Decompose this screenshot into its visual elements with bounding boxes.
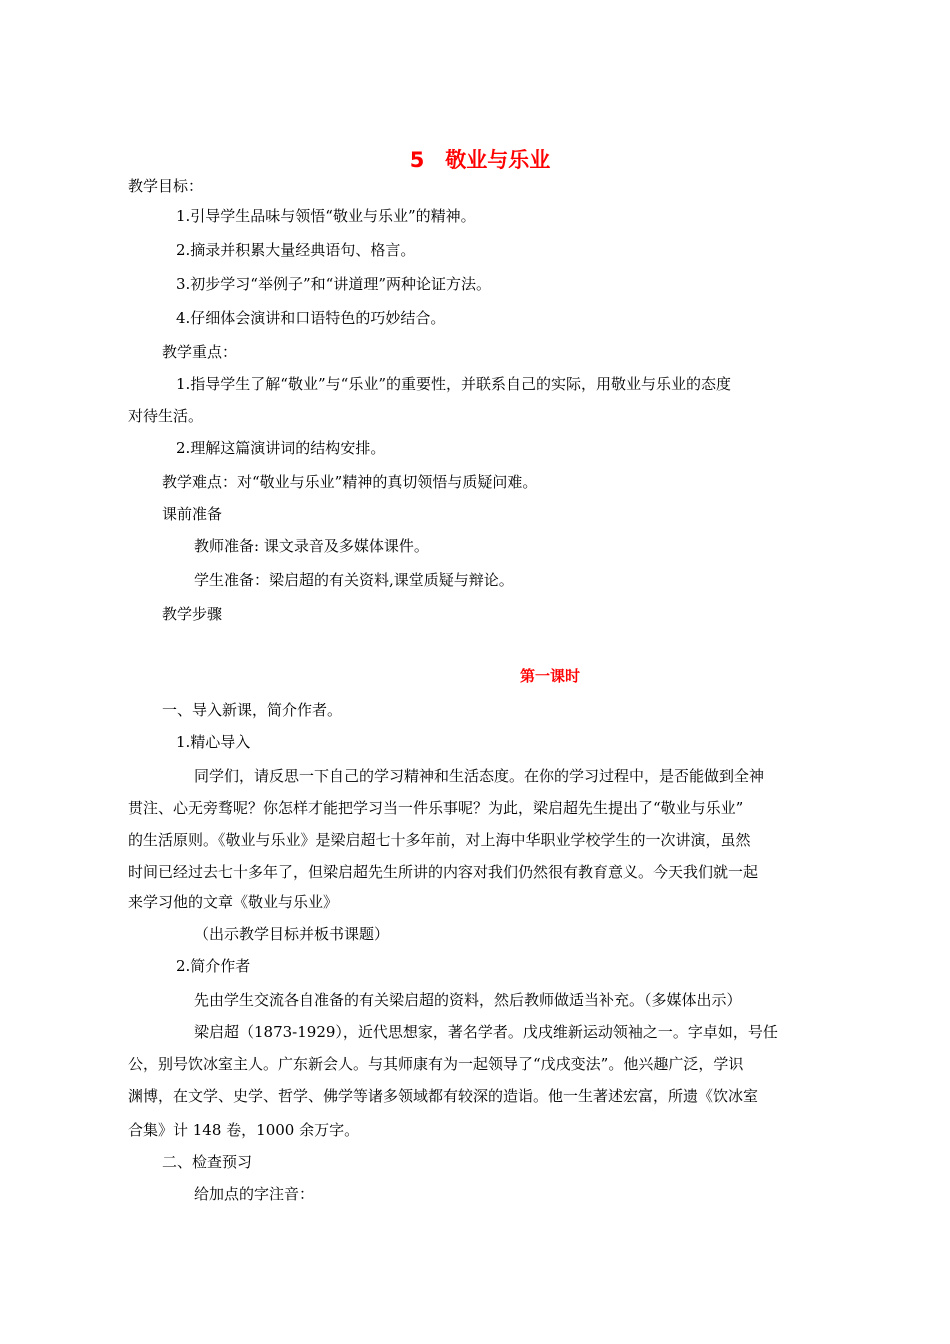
objective-item: 2.摘录并积累大量经典语句、格言。 [176, 241, 416, 259]
preparation-heading: 课前准备 [162, 505, 223, 523]
section-heading: 一、导入新课，简介作者。 [162, 701, 343, 719]
objective-item: 3.初步学习“举例子”和“讲道理”两种论证方法。 [176, 275, 491, 293]
paragraph-line: 时间已经过去七十多年了，但梁启超先生所讲的内容对我们仍然很有教育意义。今天我们就一起 [128, 863, 759, 881]
paragraph-line: 来学习他的文章《敬业与乐业》 [128, 893, 339, 911]
paragraph-line: 的生活原则。《敬业与乐业》是梁启超七十多年前，对上海中华职业学校学生的一次讲演，虽然 [128, 831, 751, 849]
objective-item: 1.引导学生品味与领悟“敬业与乐业”的精神。 [176, 207, 476, 225]
paragraph-line: 合集》计 148 卷，1000 余万字。 [128, 1121, 360, 1139]
key-point-item: 1.指导学生了解“敬业”与“乐业”的重要性，并联系自己的实际，用敬业与乐业的态度 [176, 375, 731, 393]
student-preparation: 学生准备：梁启超的有关资料,课堂质疑与辩论。 [194, 571, 514, 589]
item-heading: 2.简介作者 [176, 957, 251, 975]
intro-note: （出示教学目标并板书课题） [194, 925, 390, 943]
key-points-heading: 教学重点： [162, 343, 238, 361]
teacher-preparation: 教师准备: 课文录音及多媒体课件。 [194, 537, 429, 555]
item-heading: 1.精心导入 [176, 733, 251, 751]
paragraph-line: 同学们，请反思一下自己的学习精神和生活态度。在你的学习过程中，是否能做到全神 [194, 767, 765, 785]
lesson-heading: 第一课时 [519, 667, 580, 685]
steps-heading: 教学步骤 [162, 605, 223, 623]
section-heading: 二、检查预习 [162, 1153, 253, 1171]
paragraph-line: 梁启超（1873-1929），近代思想家，著名学者。戊戌维新运动领袖之一。字卓如，号任 [194, 1023, 778, 1041]
key-point-item-continued: 对待生活。 [128, 407, 204, 425]
pinyin-task: 给加点的字注音： [194, 1185, 315, 1203]
paragraph-line: 贯注、心无旁骛呢？你怎样才能把学习当一件乐事呢？为此，梁启超先生提出了“敬业与乐业” [128, 799, 744, 817]
objective-item: 4.仔细体会演讲和口语特色的巧妙结合。 [176, 309, 446, 327]
paragraph-line: 先由学生交流各自准备的有关梁启超的资料，然后教师做适当补充。（多媒体出示） [194, 991, 742, 1009]
paragraph-line: 公，别号饮冰室主人。广东新会人。与其师康有为一起领导了“戊戌变法”。他兴趣广泛，学识 [128, 1055, 744, 1073]
difficulty-line: 教学难点：对“敬业与乐业”精神的真切领悟与质疑问难。 [162, 473, 538, 491]
key-point-item: 2.理解这篇演讲词的结构安排。 [176, 439, 386, 457]
objectives-heading: 教学目标： [128, 177, 204, 195]
page-title: 5 敬业与乐业 [409, 148, 551, 172]
paragraph-line: 渊博，在文学、史学、哲学、佛学等诸多领域都有较深的造诣。他一生著述宏富，所遗《饮冰室 [128, 1087, 759, 1105]
